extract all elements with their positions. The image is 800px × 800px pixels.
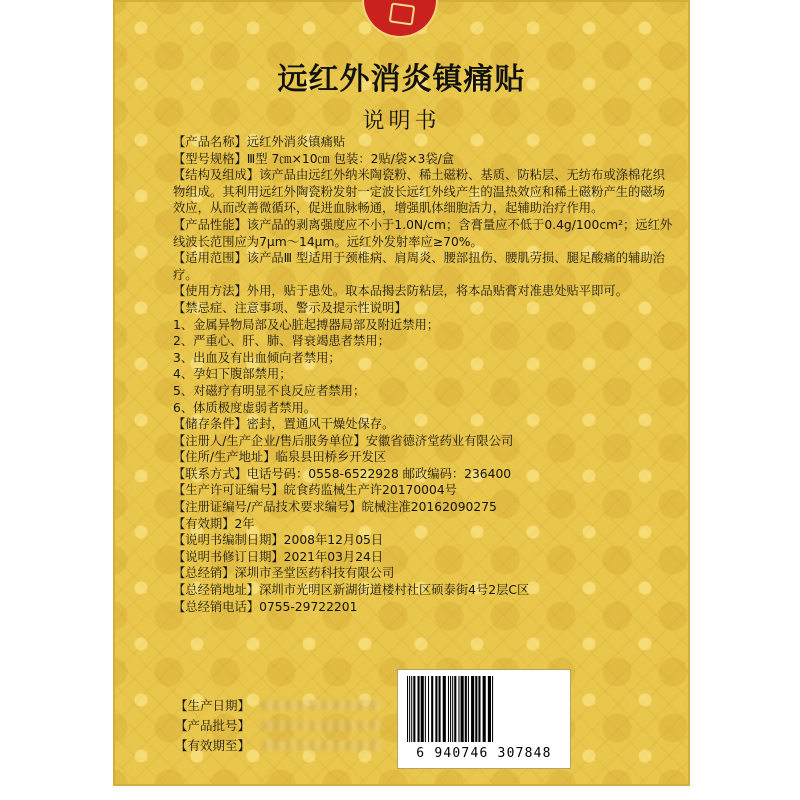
indication-paragraph: 【适用范围】该产品Ⅲ 型适用于颈椎病、肩周炎、腰部扭伤、腰肌劳损、腿足酸痛的辅助治疗。 [173,251,665,282]
contraindication-heading: 【禁忌症、注意事项、警示及提示性说明】 [173,300,407,315]
print-fields [175,696,405,756]
batch-number-field [175,716,405,736]
contact-line: 【联系方式】电话号码：0558-6522928 邮政编码：236400 [173,466,512,481]
barcode-bar [450,676,451,742]
barcode-bar [425,676,426,742]
usage-line: 【使用方法】外用，贴于患处。取本品揭去防粘层，将本品贴膏对准患处贴平即可。 [173,284,628,299]
instructions-body [173,134,673,615]
expiry-date-field [175,736,405,756]
barcode-bar [452,676,453,742]
barcode-bar [454,676,456,742]
barcode-icon [405,676,563,744]
product-title: 远红外消炎镇痛贴 [277,62,526,97]
barcode-bar [465,676,467,742]
barcode-bar [483,676,486,742]
barcode-bar [413,676,415,742]
barcode-bar [435,676,437,742]
manufacturer-line: 【注册人/生产企业/售后服务单位】安徽省德济堂药业有限公司 [173,433,514,448]
barcode-bar [411,676,412,742]
expiry-date-label: 【有效期至】 [175,738,251,753]
contraindication-item: 5、对磁疗有明显不良反应者禁用； [173,383,366,398]
barcode-bar [428,676,429,742]
contraindication-item: 4、孕妇下腹部禁用； [173,367,292,382]
barcode-bar [407,676,408,742]
barcode-number: 6 940746 307848 [416,746,552,761]
address-line: 【住所/生产地址】临泉县田桥乡开发区 [173,450,387,465]
production-date-field [175,696,405,716]
barcode-bar [492,676,493,742]
license-line: 【生产许可证编号】皖食药监械生产许20170004号 [173,483,457,498]
batch-number-value-blurred [261,720,381,731]
barcode-bar [409,676,410,742]
seal-mark-icon [389,2,416,25]
contraindication-item: 6、体质极度虚弱者禁用。 [173,400,317,415]
barcode-bar [458,676,459,742]
barcode-bar [468,676,469,742]
storage-line: 【储存条件】密封，置通风干燥处保存。 [173,417,395,432]
barcode-bar [448,676,449,742]
barcode-bar [488,676,491,742]
registration-line: 【注册证编号/产品技术要求编号】皖械注准20162090275 [173,500,497,515]
barcode-bar [471,676,474,742]
contraindication-item: 1、金属异物局部及心脏起搏器局部及附近禁用； [173,317,440,332]
performance-paragraph: 【产品性能】该产品的剥离强度应不小于1.0N/cm；含膏量应不低于0.4g/100cm²；远红外线波长范围应为7μm～14μm。远红外发射率应≥70%。 [173,217,673,249]
barcode-bar [439,676,441,742]
composition-paragraph: 【结构及组成】该产品由远红外纳米陶瓷粉、稀土磁粉、基质、防粘层、无纺布或涤棉花织物组成。其利用远红外陶瓷粉发射一定波长远红外线产生的温热效应和稀土磁粉产生的磁场效应，从而改善微循环，促进血脉畅通，增强肌体细胞活力，起辅助治疗作用。 [173,168,665,216]
production-date-value-blurred [261,700,381,711]
barcode-bar [418,676,420,742]
barcode-bar [421,676,424,742]
barcode-bar [461,676,464,742]
distributor-address-line: 【总经销地址】深圳市光明区新湖街道楼村社区硕泰街4号2层C区 [173,583,530,598]
validity-line: 【有效期】2年 [173,516,255,531]
model-spec-line: 【型号规格】Ⅲ型 7㎝×10㎝ 包装：2贴/袋×3袋/盒 [173,151,455,166]
expiry-date-value-blurred [261,740,381,751]
contraindication-item: 3、出血及有出血倾向者禁用； [173,350,341,365]
barcode-bar [431,676,433,742]
barcode-bar [478,676,480,742]
barcode-panel [397,669,571,769]
document-subtitle: 说明书 [362,109,441,134]
barcode-bar [443,676,446,742]
revised-date-line: 【说明书修订日期】2021年03月24日 [173,549,384,564]
batch-number-label: 【产品批号】 [175,718,251,733]
barcode-bar [475,676,477,742]
contraindication-item: 2、严重心、肝、肺、肾衰竭患者禁用； [173,334,390,349]
product-name-line: 【产品名称】远红外消炎镇痛贴 [173,135,346,149]
production-date-label: 【生产日期】 [175,698,251,713]
compiled-date-line: 【说明书编制日期】2008年12月05日 [173,533,384,548]
distributor-line: 【总经销】深圳市圣堂医药科技有限公司 [173,566,395,581]
distributor-phone-line: 【总经销电话】0755-29722201 [173,599,358,614]
